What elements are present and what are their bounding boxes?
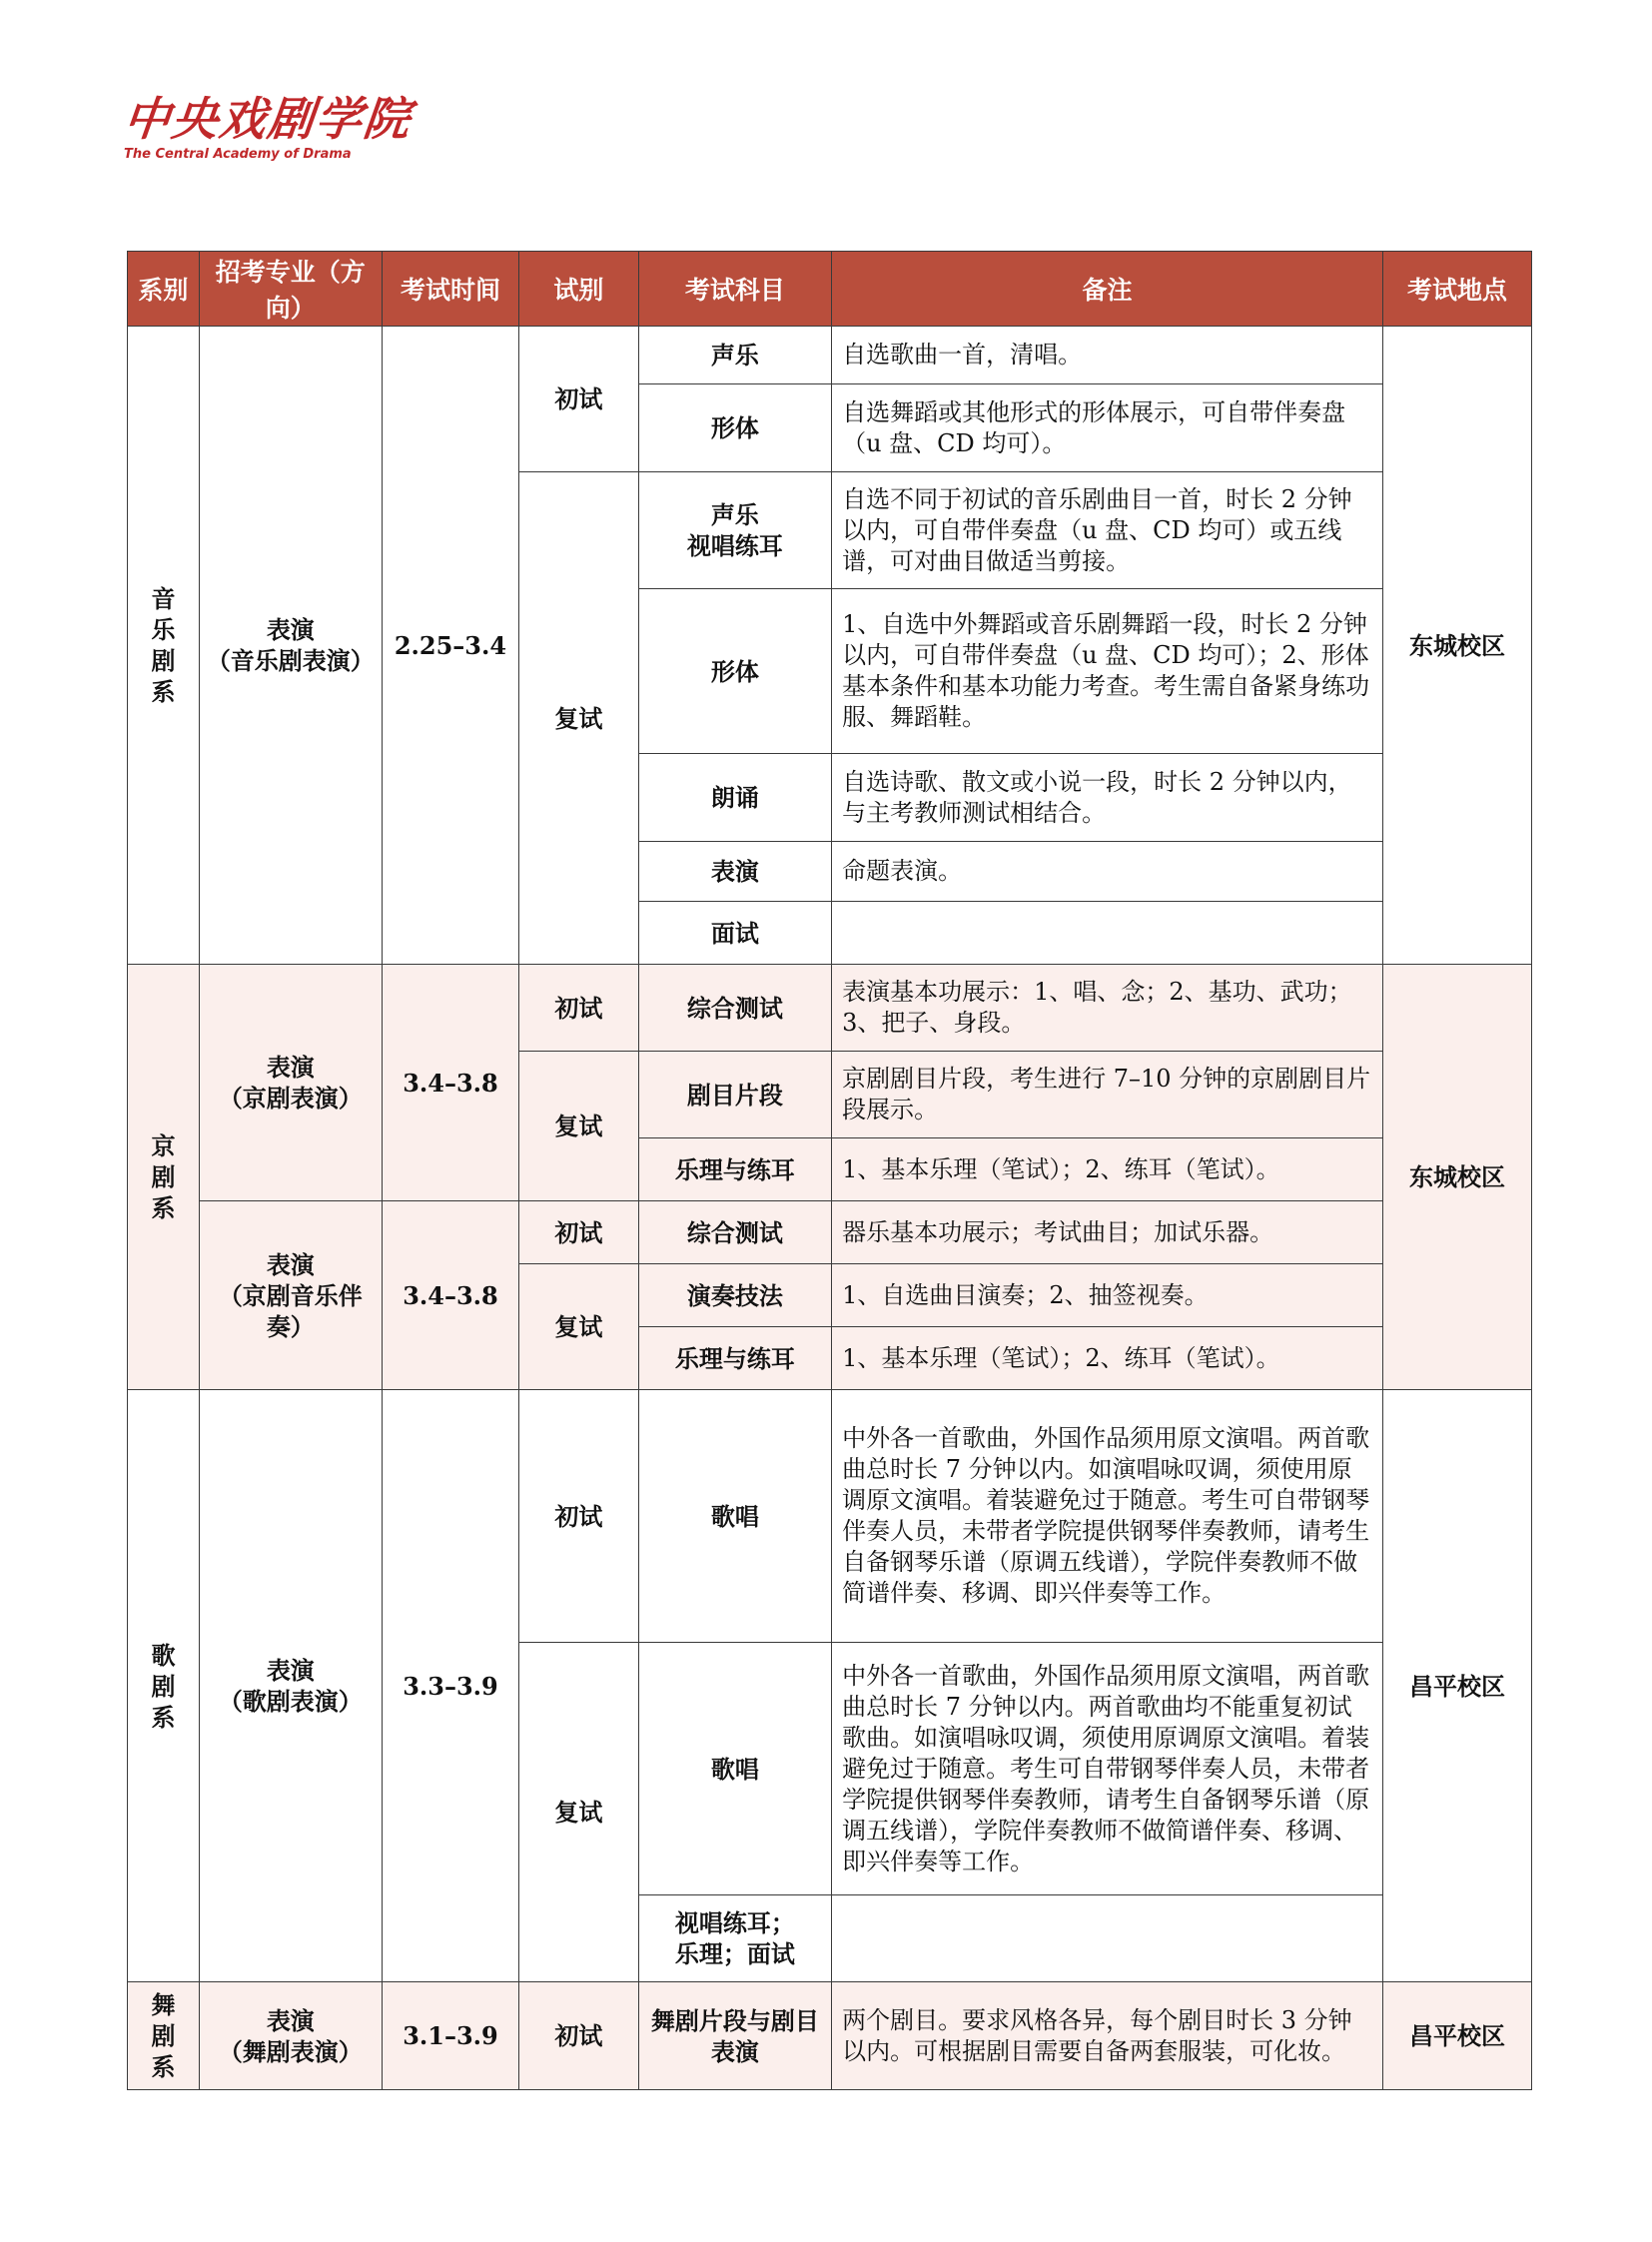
subject-cell: 综合测试: [638, 1201, 831, 1264]
note-cell: [832, 1895, 1383, 1982]
logo-english-name: The Central Academy of Drama: [124, 147, 352, 162]
subject-cell: 视唱练耳； 乐理；面试: [638, 1895, 831, 1982]
stage-dance: 初试: [519, 1982, 638, 2090]
table-row: [128, 1982, 1532, 2090]
subject-cell: 舞剧片段与剧目表演: [638, 1982, 831, 2090]
major-opera: 表演 （歌剧表演）: [199, 1390, 382, 1982]
note-cell: 1、基本乐理（笔试）；2、练耳（笔试）。: [832, 1138, 1383, 1201]
subject-cell: 形体: [638, 384, 831, 472]
stage-musical-prelim: 初试: [519, 327, 638, 472]
note-cell: 1、自选曲目演奏；2、抽签视奏。: [832, 1264, 1383, 1327]
major-peking-acting: 表演 （京剧表演）: [199, 965, 382, 1201]
subject-cell: 形体: [638, 589, 831, 754]
subject-cell: 歌唱: [638, 1390, 831, 1643]
note-cell: [832, 902, 1383, 965]
header-location: 考试地点: [1382, 252, 1531, 327]
note-cell: 器乐基本功展示；考试曲目；加试乐器。: [832, 1201, 1383, 1264]
location-peking: 东城校区: [1382, 965, 1531, 1390]
note-cell: 两个剧目。要求风格各异，每个剧目时长 3 分钟以内。可根据剧目需要自备两套服装，可化妆。: [832, 1982, 1383, 2090]
subject-cell: 朗诵: [638, 754, 831, 842]
subject-cell: 声乐 视唱练耳: [638, 472, 831, 589]
subject-cell: 面试: [638, 902, 831, 965]
location-musical: 东城校区: [1382, 327, 1531, 965]
note-cell: 自选舞蹈或其他形式的形体展示，可自带伴奏盘（u 盘、CD 均可）。: [832, 384, 1383, 472]
dept-opera: 歌剧系: [128, 1390, 200, 1982]
stage-musical-second: 复试: [519, 472, 638, 965]
note-cell: 中外各一首歌曲，外国作品须用原文演唱。两首歌曲总时长 7 分钟以内。如演唱咏叹调，须使用原调原文演唱。着装避免过于随意。考生可自带钢琴伴奏人员，未带者学院提供钢琴伴奏教师，请考生自备钢琴乐谱（原调五线谱），学院伴奏教师不做简谱伴奏、移调、即兴伴奏等工作。: [832, 1390, 1383, 1643]
note-cell: 1、基本乐理（笔试）；2、练耳（笔试）。: [832, 1327, 1383, 1390]
note-cell: 自选诗歌、散文或小说一段，时长 2 分钟以内，与主考教师测试相结合。: [832, 754, 1383, 842]
location-dance: 昌平校区: [1382, 1982, 1531, 2090]
header-major: 招考专业（方向）: [199, 252, 382, 327]
table-row: [128, 327, 1532, 384]
dept-peking: 京剧系: [128, 965, 200, 1390]
time-opera: 3.3–3.9: [382, 1390, 518, 1982]
time-peking-music: 3.4–3.8: [382, 1201, 518, 1390]
stage-opera-prelim: 初试: [519, 1390, 638, 1643]
stage-peking-acting-prelim: 初试: [519, 965, 638, 1052]
note-cell: 表演基本功展示：1、唱、念；2、基功、武功；3、把子、身段。: [832, 965, 1383, 1052]
subject-cell: 表演: [638, 842, 831, 902]
admission-exam-schedule-table: [127, 251, 1532, 2090]
header-notes: 备注: [832, 252, 1383, 327]
time-peking-acting: 3.4–3.8: [382, 965, 518, 1201]
stage-peking-music-prelim: 初试: [519, 1201, 638, 1264]
dept-dance: 舞剧系: [128, 1982, 200, 2090]
major-musical: 表演 （音乐剧表演）: [199, 327, 382, 965]
header-stage: 试别: [519, 252, 638, 327]
stage-peking-music-second: 复试: [519, 1264, 638, 1390]
note-cell: 中外各一首歌曲，外国作品须用原文演唱，两首歌曲总时长 7 分钟以内。两首歌曲均不能重复初试歌曲。如演唱咏叹调，须使用原调原文演唱。着装避免过于随意。考生可自带钢琴伴奏人员，未带者学院提供钢琴伴奏教师，请考生自备钢琴乐谱（原调五线谱），学院伴奏教师不做简谱伴奏、移调、即兴伴奏等工作。: [832, 1643, 1383, 1895]
dept-musical: 音乐剧系: [128, 327, 200, 965]
table-row: [128, 1390, 1532, 1643]
header-exam-time: 考试时间: [382, 252, 518, 327]
time-dance: 3.1–3.9: [382, 1982, 518, 2090]
note-cell: 1、自选中外舞蹈或音乐剧舞蹈一段，时长 2 分钟以内，可自带伴奏盘（u 盘、CD 均可）；2、形体基本条件和基本功能力考查。考生需自备紧身练功服、舞蹈鞋。: [832, 589, 1383, 754]
subject-cell: 乐理与练耳: [638, 1327, 831, 1390]
stage-opera-second: 复试: [519, 1643, 638, 1982]
note-cell: 京剧剧目片段，考生进行 7–10 分钟的京剧剧目片段展示。: [832, 1052, 1383, 1138]
location-opera: 昌平校区: [1382, 1390, 1531, 1982]
stage-peking-acting-second: 复试: [519, 1052, 638, 1201]
table-row: [128, 965, 1532, 1052]
logo-chinese-name: 中央戏剧学院: [121, 92, 414, 146]
subject-cell: 演奏技法: [638, 1264, 831, 1327]
table-row: [128, 1201, 1532, 1264]
time-musical: 2.25–3.4: [382, 327, 518, 965]
subject-cell: 综合测试: [638, 965, 831, 1052]
note-cell: 自选不同于初试的音乐剧曲目一首，时长 2 分钟以内，可自带伴奏盘（u 盘、CD 均可）或五线谱，可对曲目做适当剪接。: [832, 472, 1383, 589]
major-dance: 表演 （舞剧表演）: [199, 1982, 382, 2090]
note-cell: 自选歌曲一首，清唱。: [832, 327, 1383, 384]
header-department: 系别: [128, 252, 200, 327]
subject-cell: 乐理与练耳: [638, 1138, 831, 1201]
subject-cell: 剧目片段: [638, 1052, 831, 1138]
subject-cell: 歌唱: [638, 1643, 831, 1895]
table-header-row: [128, 252, 1532, 327]
major-peking-music: 表演 （京剧音乐伴奏）: [199, 1201, 382, 1390]
header-subject: 考试科目: [638, 252, 831, 327]
academy-logo: [121, 92, 414, 163]
subject-cell: 声乐: [638, 327, 831, 384]
note-cell: 命题表演。: [832, 842, 1383, 902]
